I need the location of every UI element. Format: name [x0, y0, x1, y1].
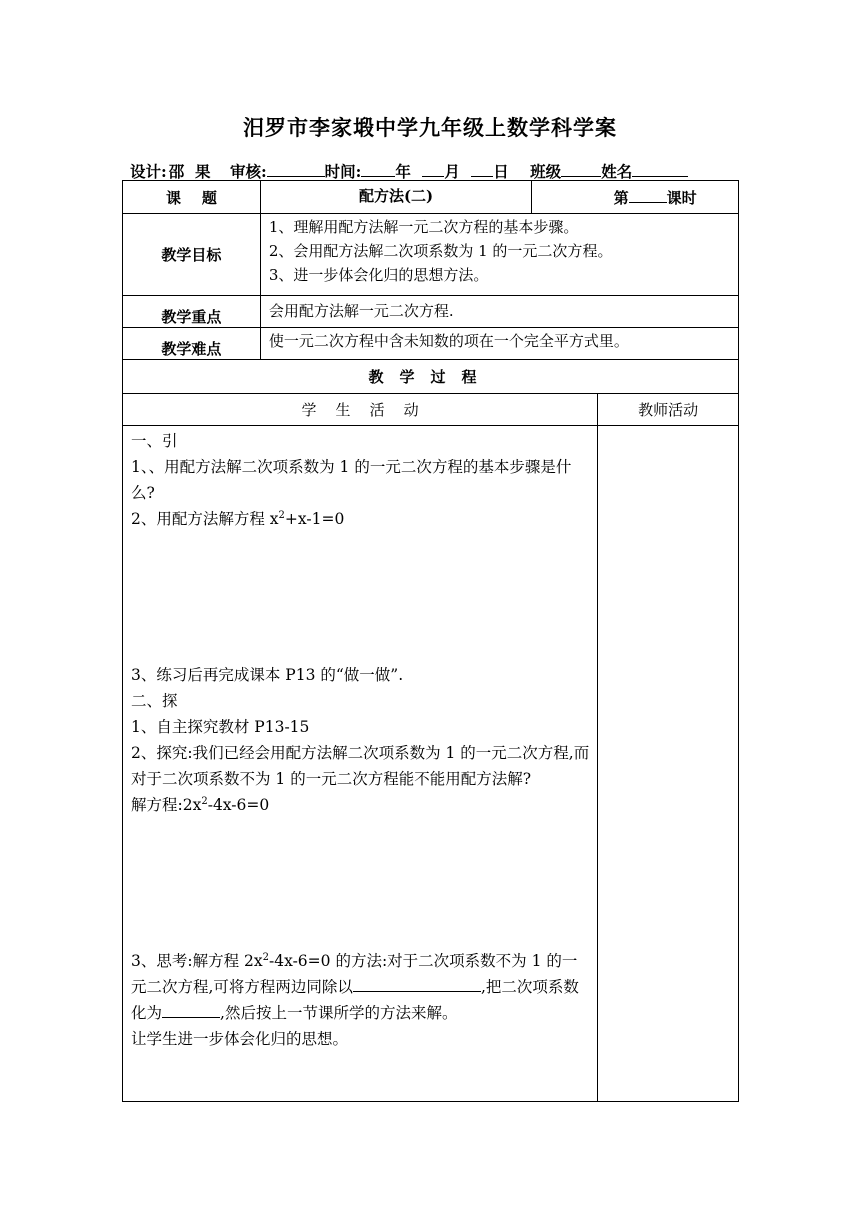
class-label: 班级: [530, 162, 562, 181]
teacher-activity-cell[interactable]: [598, 426, 739, 1102]
review-blank[interactable]: [267, 162, 325, 177]
equation-text: 解方程$:2x^2-4x-6=0$: [131, 795, 270, 814]
question-text: 1、、用配方法解二次项系数为 1 的一元二次方程的基本步骤是什么?: [131, 458, 572, 502]
design-label: 设计:: [130, 162, 167, 181]
name-blank[interactable]: [632, 162, 688, 177]
topic-value: 配方法(二): [260, 181, 531, 214]
month-blank[interactable]: [422, 162, 444, 177]
goal-item: 1、理解用配方法解一元二次方程的基本步骤。: [268, 218, 579, 236]
lesson-suffix: 课时: [666, 188, 697, 207]
student-activity-cell: [123, 426, 598, 1102]
lesson-cell: [532, 181, 739, 214]
goals-label: 教学目标: [123, 214, 261, 296]
section-title: 一、引: [131, 432, 178, 450]
teacher-header: 教师活动: [598, 394, 739, 426]
topic-label: 课 题: [123, 181, 261, 214]
review-label: 审核:: [229, 162, 267, 181]
question-text: 3、思考:解方程 $2x^2-4x-6=0$ 的方法:对于二次项系数不为 1 的一元二次方程,可将方程两边同除以 ,把二次项系数化为 ,然后按上一节课所学的方法来解。: [131, 951, 579, 1022]
answer-space[interactable]: [131, 818, 591, 948]
year-blank[interactable]: [361, 162, 395, 177]
difficulty-value: 使一元二次方程中含未知数的项在一个完全平方式里。: [268, 332, 629, 350]
question-text: 1、自主探究教材 P13-15: [131, 718, 310, 736]
divide-blank[interactable]: [353, 977, 481, 992]
year-label: 年: [395, 162, 411, 181]
class-blank[interactable]: [561, 162, 601, 177]
question-text: 2、探究:我们已经会用配方法解二次项系数为 1 的一元二次方程,而对于二次项系数不为 1 的一元二次方程能不能用配方法解?: [131, 744, 590, 788]
coefficient-blank[interactable]: [162, 1003, 220, 1018]
question-text: 3、练习后再完成课本 P13 的“做一做”.: [131, 666, 404, 684]
goal-item: 2、会用配方法解二次项系数为 1 的一元二次方程。: [268, 242, 613, 260]
lesson-blank[interactable]: [629, 188, 667, 203]
lesson-table: [122, 180, 739, 1102]
day-blank[interactable]: [471, 162, 493, 177]
info-line: [130, 160, 688, 182]
question-text: 让学生进一步体会化归的思想。: [131, 1030, 349, 1048]
goals-list: [260, 214, 738, 296]
lesson-prefix: 第: [613, 188, 629, 207]
section-title: 二、探: [131, 692, 178, 710]
key-label: 教学重点: [123, 296, 261, 328]
page-title: 汨罗市李家塅中学九年级上数学科学案: [243, 115, 617, 140]
answer-space[interactable]: [131, 532, 591, 662]
month-label: 月: [444, 162, 460, 181]
designer-name: 邵 果: [168, 162, 211, 181]
process-header: 教学过程: [123, 360, 739, 394]
name-label: 姓名: [601, 162, 633, 181]
difficulty-label: 教学难点: [123, 328, 261, 360]
key-value: 会用配方法解一元二次方程.: [268, 302, 454, 320]
time-label: 时间:: [324, 162, 362, 181]
question-text: 2、用配方法解方程 $x^2+x-1=0$: [131, 509, 345, 528]
day-label: 日: [493, 162, 509, 181]
student-header: 学 生 活 动: [123, 394, 598, 426]
goal-item: 3、进一步体会化归的思想方法。: [268, 266, 489, 284]
